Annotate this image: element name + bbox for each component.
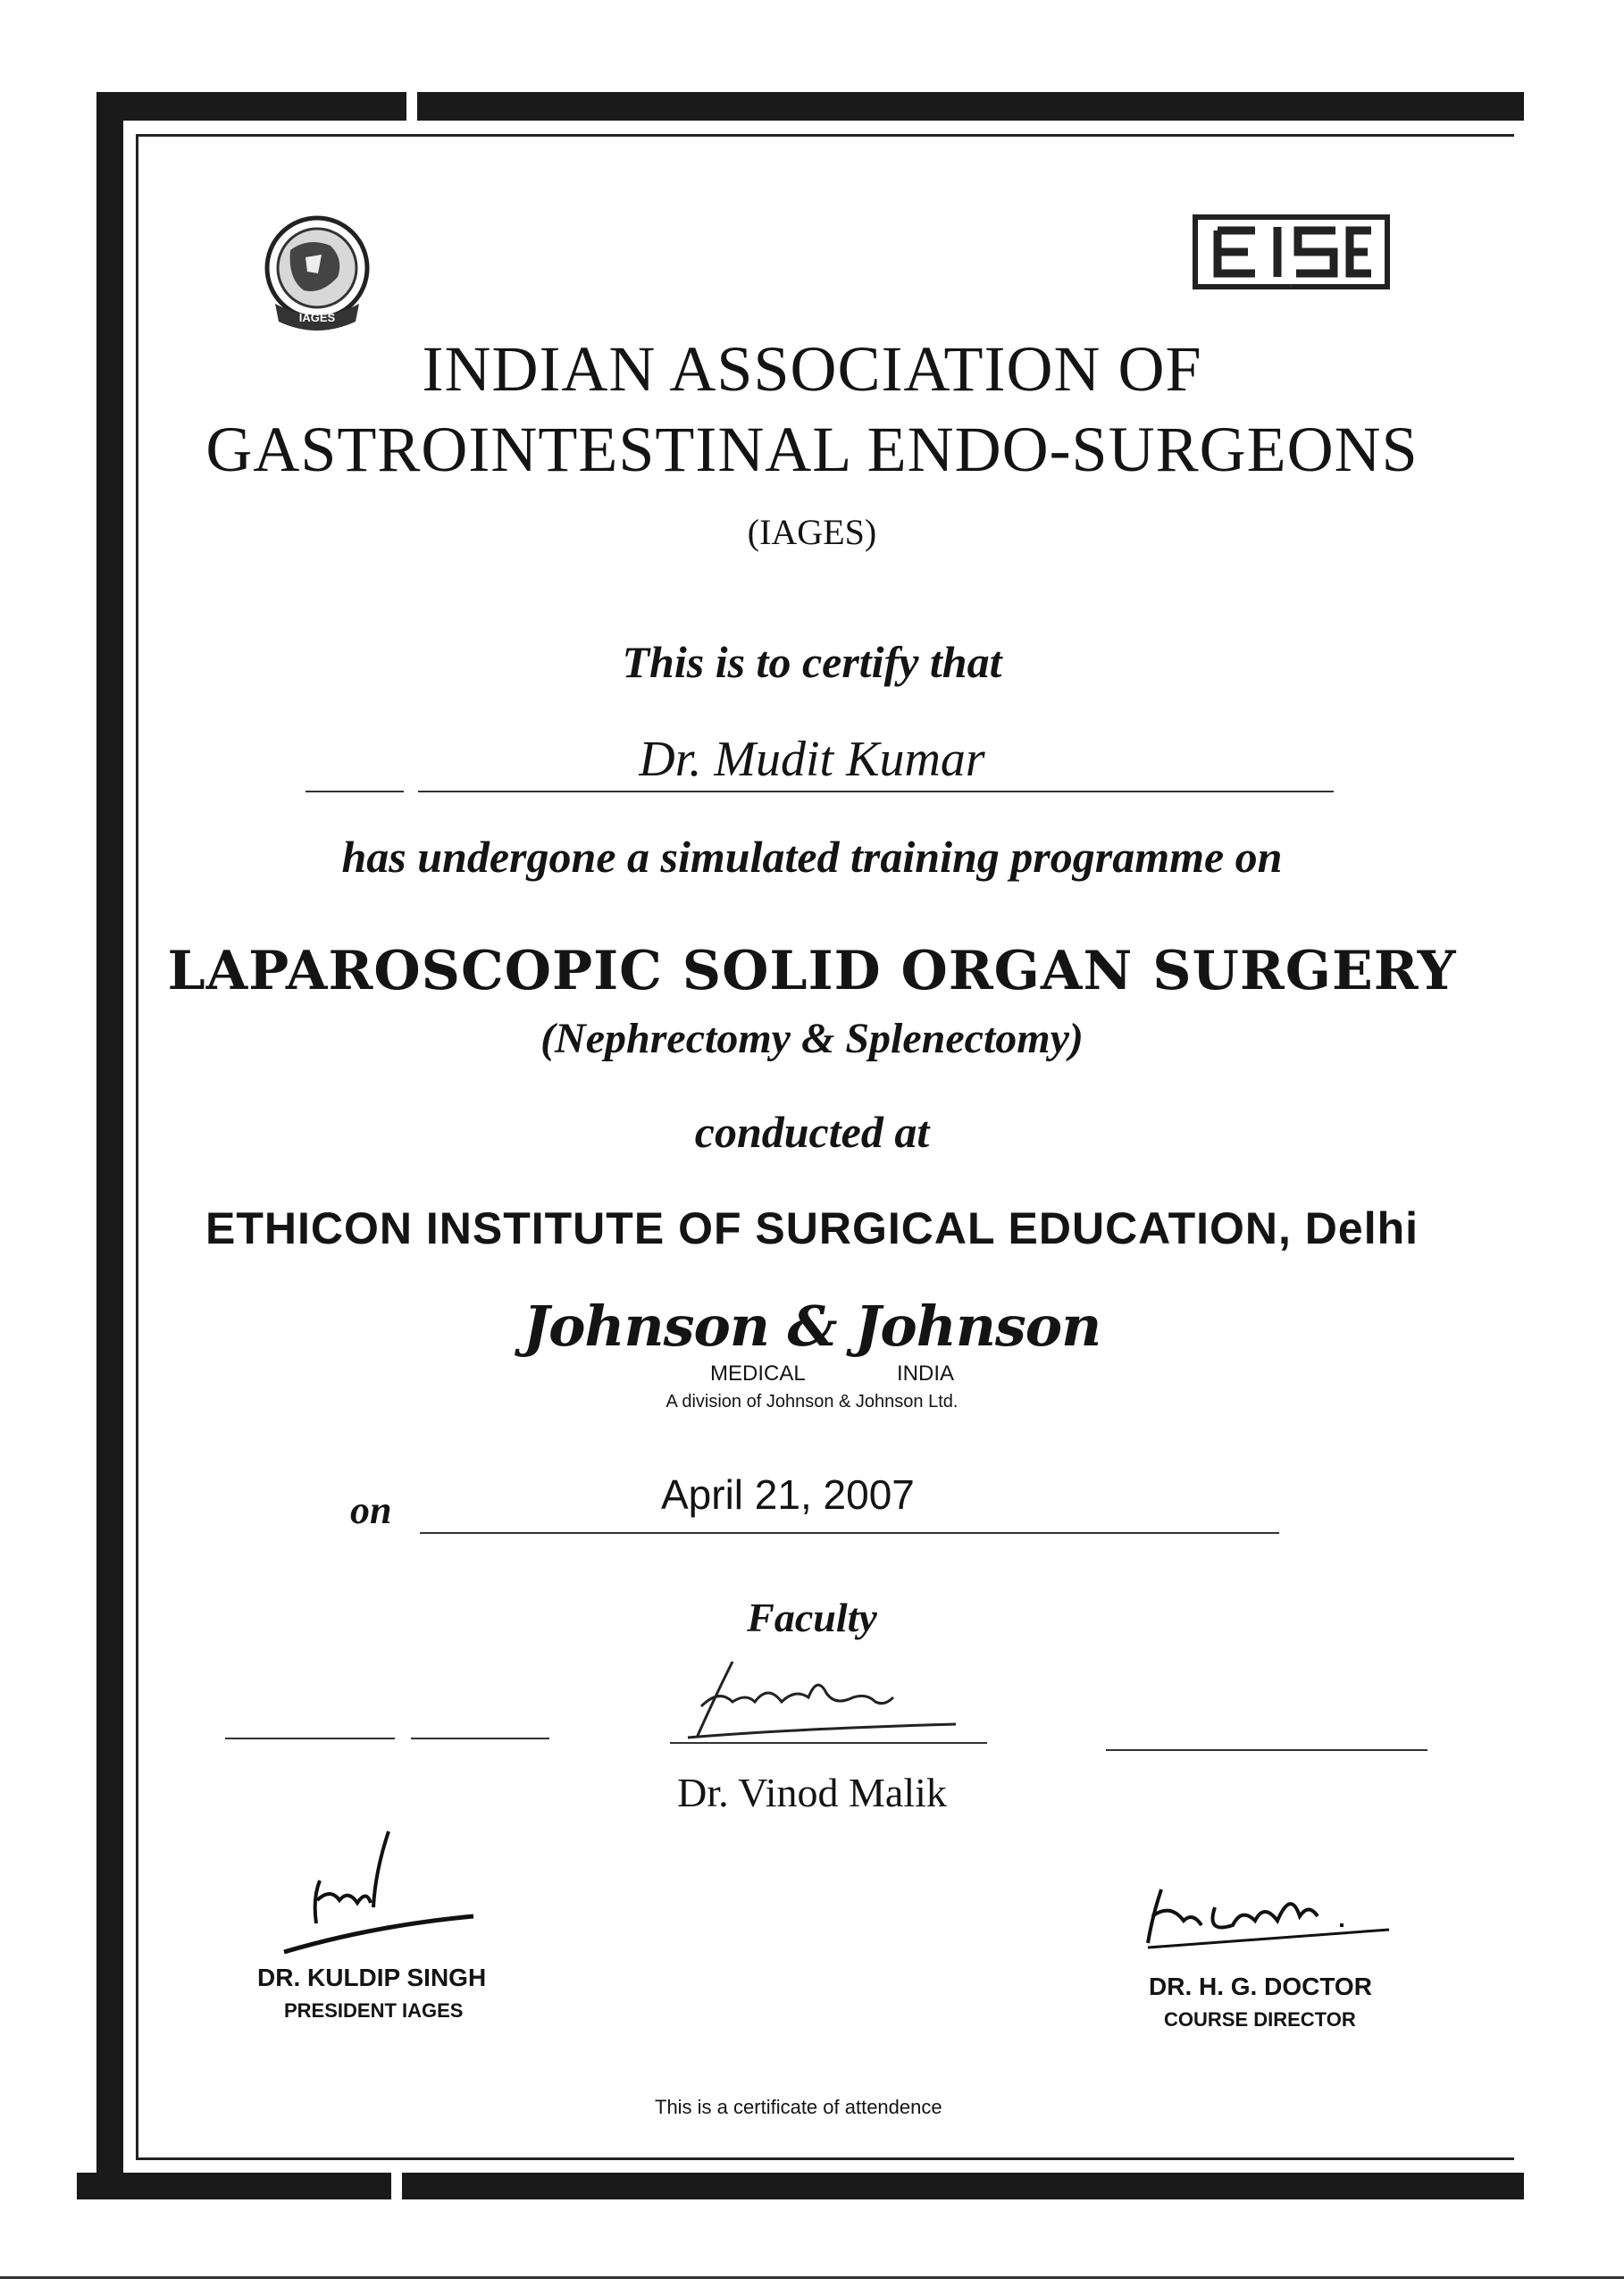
recipient-underline [418, 791, 1334, 792]
eise-logo [1193, 214, 1394, 295]
course-title: LAPAROSCOPIC SOLID ORGAN SURGERY [167, 940, 1457, 1002]
faculty-signature [661, 1653, 965, 1755]
president-signature [268, 1818, 482, 1970]
faculty-line-left-b [411, 1738, 549, 1739]
undergone-text: has undergone a simulated training programme on [341, 832, 1283, 882]
date-underline [420, 1532, 1279, 1534]
org-title-line1: INDIAN ASSOCIATION OF [422, 333, 1202, 405]
page-edge [0, 2276, 1624, 2279]
org-title-line2: GASTROINTESTINAL ENDO-SURGEONS [205, 414, 1419, 485]
faculty-line-left-a [225, 1738, 395, 1739]
faculty-label: Faculty [747, 1595, 877, 1640]
sponsor-unit-right: INDIA [897, 1361, 955, 1386]
svg-text:EISE: EISE [1289, 286, 1293, 287]
sponsor-brand: Johnson & Johnson [523, 1294, 1101, 1359]
org-abbreviation: (IAGES) [747, 512, 877, 552]
on-label: on [350, 1488, 392, 1532]
certify-text: This is to certify that [622, 637, 1002, 687]
svg-text:IAGES: IAGES [298, 311, 336, 324]
director-role: COURSE DIRECTOR [1164, 2008, 1356, 2031]
president-name: DR. KULDIP SINGH [257, 1964, 487, 1991]
faculty-name: Dr. Vinod Malik [677, 1770, 947, 1815]
faculty-line-center [670, 1742, 987, 1744]
recipient-name: Dr. Mudit Kumar [639, 732, 985, 787]
institute-name: ETHICON INSTITUTE OF SURGICAL EDUCATION, Delhi [205, 1203, 1419, 1253]
date-value: April 21, 2007 [661, 1471, 915, 1518]
conducted-text: conducted at [694, 1107, 930, 1157]
frame-top-bar [96, 92, 1524, 121]
director-name: DR. H. G. DOCTOR [1149, 1973, 1372, 2000]
sponsor-unit-left: MEDICAL [710, 1361, 806, 1386]
director-signature [1134, 1863, 1402, 1965]
course-subtitle: (Nephrectomy & Splenectomy) [540, 1015, 1084, 1062]
president-role: PRESIDENT IAGES [284, 1999, 464, 2022]
frame-top-bar-gap [406, 92, 417, 121]
iages-seal-logo [259, 214, 375, 339]
attendance-note: This is a certificate of attendence [655, 2096, 942, 2118]
recipient-underline-short [306, 791, 404, 792]
frame-bottom-bar-gap [391, 2173, 402, 2199]
sponsor-division: A division of Johnson & Johnson Ltd. [666, 1392, 958, 1412]
faculty-line-right [1106, 1749, 1427, 1751]
frame-bottom-bar [77, 2173, 1524, 2199]
